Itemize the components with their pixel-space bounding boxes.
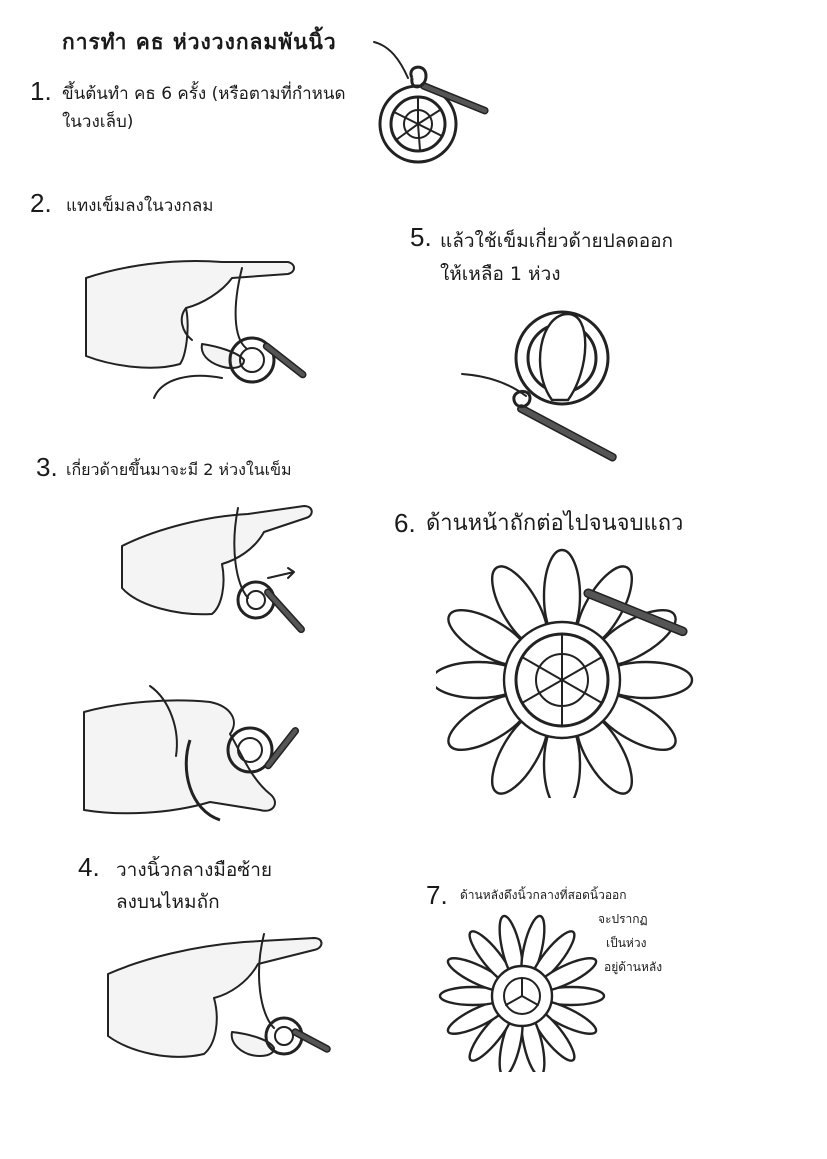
- step-4-line-2: ลงบนไหมถัก: [116, 891, 220, 913]
- step-5-number: 5.: [410, 222, 432, 252]
- step-7-text-line-3: เป็นห่วง: [606, 936, 647, 950]
- hand-middle-finger-icon: [104, 924, 334, 1084]
- step-2-number: 2.: [30, 188, 52, 218]
- page-title: การทำ คธ ห่วงวงกลมพันนิ้ว: [62, 30, 337, 54]
- step-6-number: 6.: [394, 508, 416, 538]
- step-5-line-1: แล้วใช้เข็มเกี่ยวด้ายปลดออก: [440, 230, 674, 252]
- step-1-text: [62, 80, 346, 136]
- step-4-text: [116, 854, 272, 918]
- hand-insert-hook-icon: [82, 248, 312, 408]
- step-4-number: 4.: [78, 852, 100, 882]
- step-3-text: เกี่ยวด้ายขึ้นมาจะมี 2 ห่วงในเข็ม: [66, 460, 292, 479]
- step-1-number: 1.: [30, 76, 52, 106]
- step-6-text: ด้านหน้าถักต่อไปจนจบแถว: [426, 511, 684, 536]
- flower-loops-front-icon: [436, 548, 696, 798]
- step-7-text-line-4: อยู่ด้านหลัง: [604, 960, 663, 974]
- hand-yarn-over-icon: [118, 488, 328, 648]
- step-7-text-line-1: ด้านหลังดึงนิ้วกลางที่สอดนิ้วออก: [460, 888, 627, 902]
- crochet-ring-start-icon: [360, 36, 500, 176]
- step-4-line-1: วางนิ้วกลางมือซ้าย: [116, 859, 272, 881]
- step-1-line-2: ในวงเล็บ): [62, 112, 134, 132]
- flower-loops-back-icon: [436, 912, 606, 1072]
- hand-two-loops-icon: [80, 680, 310, 830]
- step-3-number: 3.: [36, 452, 58, 482]
- step-7-number: 7.: [426, 880, 448, 910]
- step-5-line-2: ให้เหลือ 1 ห่วง: [440, 263, 561, 285]
- step-2-text: แทงเข็มลงในวงกลม: [66, 196, 214, 216]
- step-5-text: [440, 225, 673, 291]
- step-1-line-1: ขึ้นต้นทำ คธ 6 ครั้ง (หรือตามที่กำหนด: [62, 84, 346, 104]
- step-7-text-line-2: จะปรากฏ: [598, 912, 648, 926]
- loop-pull-through-icon: [460, 300, 630, 480]
